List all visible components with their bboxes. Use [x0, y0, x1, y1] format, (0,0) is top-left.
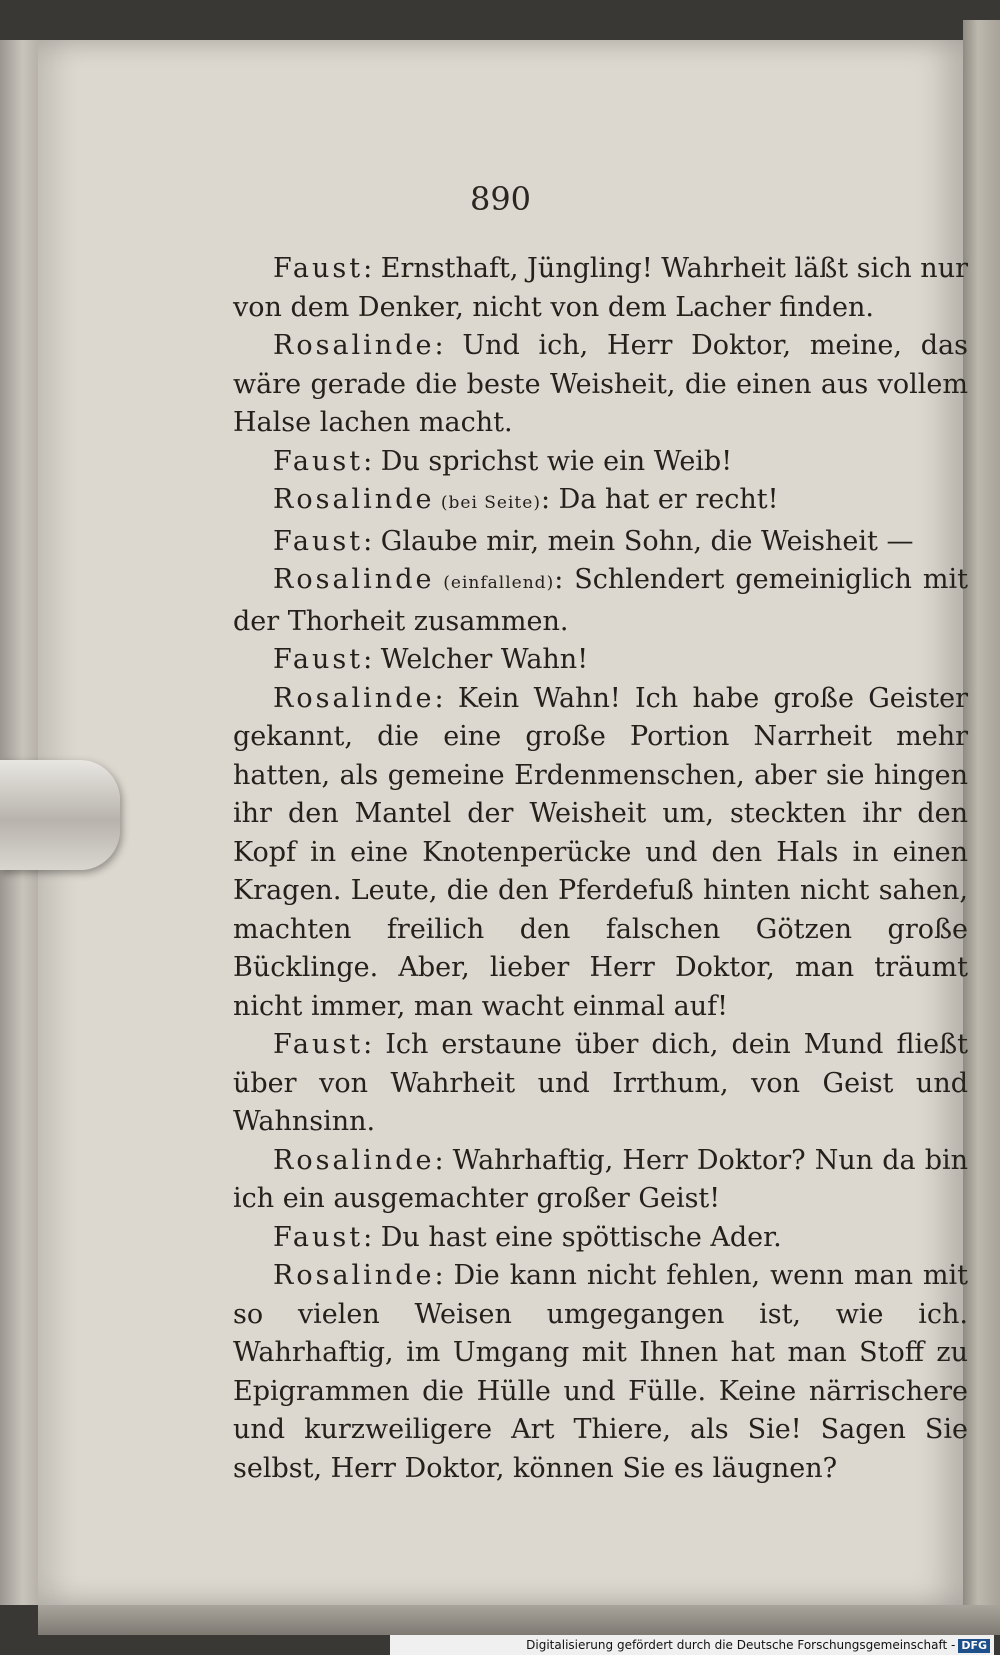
dialogue-paragraph — [233, 481, 968, 523]
dialogue-paragraph — [233, 641, 968, 680]
dialogue-paragraph — [233, 1142, 968, 1219]
facing-page-edge — [963, 20, 1000, 1620]
dialogue-paragraph — [233, 1219, 968, 1258]
stage-direction: (einfallend) — [434, 573, 555, 593]
dialogue-text: : Ich erstaune über dich, dein Mund fließt über von Wahrheit und Irrthum, von Geist und Wahnsinn. — [233, 1029, 968, 1137]
speaker-name: Rosalinde — [273, 330, 435, 361]
speaker-name: Rosalinde — [273, 564, 435, 595]
dialogue-text: : Wahrhaftig, Herr Doktor? Nun da bin ich ein ausgemachter großer Geist! — [233, 1144, 968, 1214]
dialogue-text: : Ernsthaft, Jüngling! Wahrheit läßt sich nur von dem Denker, nicht von dem Lacher finden. — [233, 253, 968, 323]
dialogue-text: : Und ich, Herr Doktor, meine, das wäre gerade die beste Weisheit, die einen aus vollem Halse lachen macht. — [233, 330, 968, 438]
dialogue-paragraph — [233, 250, 968, 327]
page-clip — [0, 760, 120, 870]
dialogue-text: : Die kann nicht fehlen, wenn man mit so vielen Weisen umgegangen ist, wie ich. Wahrhaftig, im Umgang mit Ihnen hat man Stoff zu Epigrammen die Hülle und Fülle. Keine närrischere und kurzweiligere Art Thiere, als Sie! Sagen Sie selbst, Herr Doktor, können Sie es läugnen? — [233, 1260, 968, 1484]
book-page — [38, 40, 968, 1605]
stage-direction: (bei Seite) — [434, 493, 541, 513]
dialogue-text: : Glaube mir, mein Sohn, die Weisheit — — [363, 525, 914, 557]
dialogue-paragraph — [233, 680, 968, 1027]
speaker-name: Faust — [273, 644, 364, 675]
dfg-logo: DFG — [958, 1639, 990, 1653]
dialogue-paragraph — [233, 443, 968, 482]
speaker-name: Faust — [273, 445, 364, 477]
dialogue-text: : Du sprichst wie ein Weib! — [363, 445, 733, 477]
dialogue-paragraph — [233, 1257, 968, 1488]
footer-text: Digitalisierung gefördert durch die Deutsche Forschungsgemeinschaft - — [526, 1638, 956, 1652]
speaker-name: Faust — [273, 525, 364, 557]
dialogue-text: : Schlendert gemeiniglich mit der Thorheit zusammen. — [233, 564, 968, 637]
speaker-name: Rosalinde — [273, 1260, 435, 1291]
speaker-name: Faust — [273, 1221, 364, 1253]
dialogue-paragraph — [233, 523, 968, 562]
speaker-name: Rosalinde — [273, 1144, 435, 1176]
dialogue-paragraph — [233, 1026, 968, 1142]
page-text — [233, 250, 968, 1488]
dialogue-text: : Kein Wahn! Ich habe große Geister gekannt, die eine große Portion Narrheit mehr hatten, als gemeine Erdenmenschen, aber sie hingen ihr den Mantel der Weisheit um, steckten ihr den Kopf in eine Knotenperücke und den Hals in einen Kragen. Leute, die den Pferdefuß hinten nicht sahen, machten freilich den falschen Götzen große Bücklinge. Aber, lieber Herr Doktor, man träumt nicht immer, man wacht einmal auf! — [233, 682, 968, 1022]
speaker-name: Faust — [273, 1029, 364, 1060]
speaker-name: Faust — [273, 253, 364, 284]
speaker-name: Rosalinde — [273, 682, 435, 714]
speaker-name: Rosalinde — [273, 484, 435, 515]
dialogue-text: : Welcher Wahn! — [363, 644, 589, 675]
digitization-footer — [390, 1635, 994, 1655]
dialogue-text: : Da hat er recht! — [540, 484, 779, 515]
dialogue-paragraph — [233, 327, 968, 443]
book-bottom-edge — [38, 1605, 1000, 1635]
page-number: 890 — [469, 180, 532, 218]
dialogue-paragraph — [233, 561, 968, 641]
dialogue-text: : Du hast eine spöttische Ader. — [363, 1221, 782, 1253]
